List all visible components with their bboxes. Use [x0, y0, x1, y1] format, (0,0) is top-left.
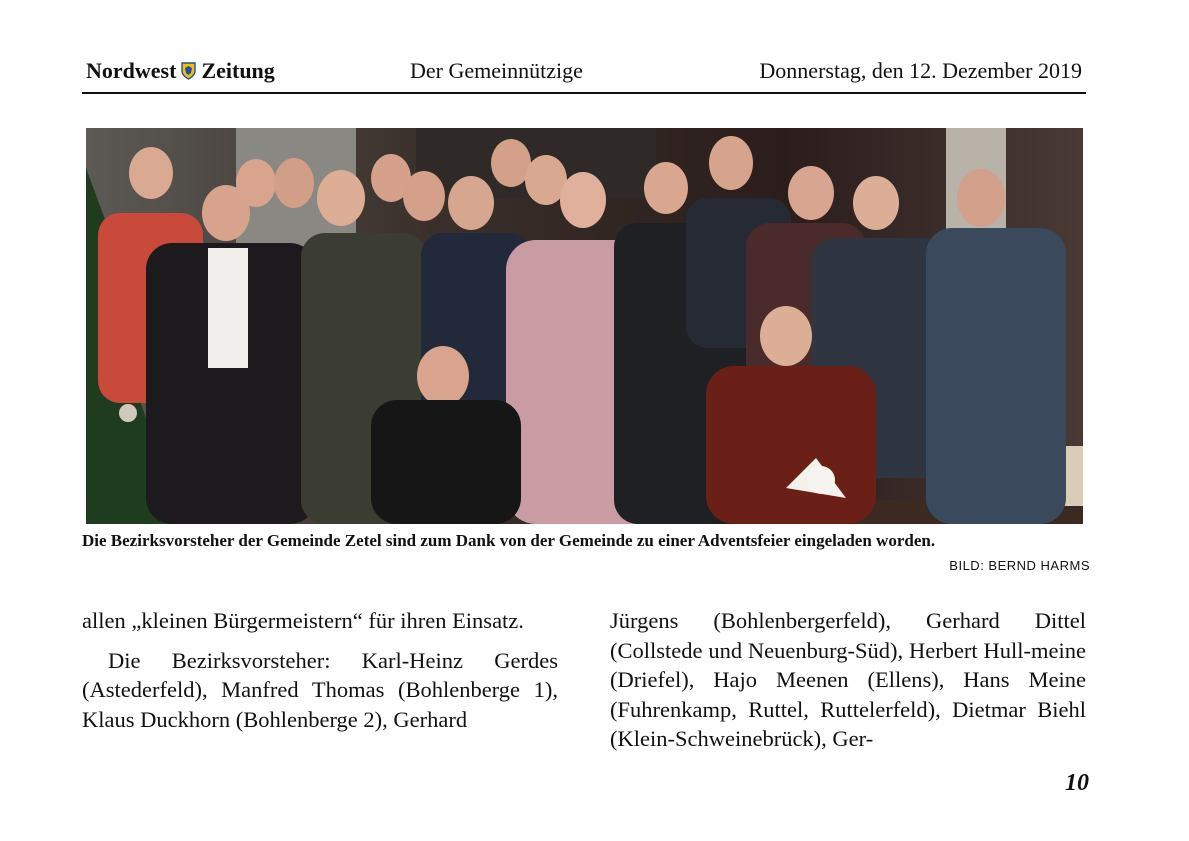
brand-name-left: Nordwest: [86, 58, 177, 83]
issue-date: Donnerstag, den 12. Dezember 2019: [759, 58, 1082, 83]
article-column-right: [610, 606, 1086, 754]
article-paragraph: Jürgens (Bohlenbergerfeld), Gerhard Dittel (Collstede und Neuenburg-Süd), Herbert Hull-meine (Driefel), Hajo Meenen (Ellens), Hans Meine (Fuhrenkamp, Ruttel, Ruttelerfeld), Dietmar Biehl (Klein-Schweinebrück), Ger-: [610, 608, 1086, 752]
group-photo-icon: [86, 128, 1083, 524]
brand-name-right: Zeitung: [201, 58, 275, 83]
section-title: Der Gemeinnützige: [410, 58, 583, 83]
article-paragraph: allen „kleinen Bürgermeistern“ für ihren Einsatz.: [82, 608, 524, 633]
article-paragraph: Die Bezirksvorsteher: Karl-Heinz Gerdes (Astederfeld), Manfred Thomas (Bohlenberge 1), Klaus Duckhorn (Bohlenberge 2), Gerhard: [82, 647, 558, 732]
crest-icon: [181, 62, 196, 80]
page-number: 10: [1065, 770, 1089, 796]
newspaper-header: [82, 58, 1086, 94]
article-column-left: [82, 606, 558, 734]
photo-credit: BILD: BERND HARMS: [949, 558, 1090, 573]
photo-caption: Die Bezirksvorsteher der Gemeinde Zetel sind zum Dank von der Gemeinde zu einer Adventsfeier eingeladen worden.: [82, 531, 936, 550]
group-photo: [86, 128, 1083, 524]
newspaper-brand: [86, 58, 275, 84]
